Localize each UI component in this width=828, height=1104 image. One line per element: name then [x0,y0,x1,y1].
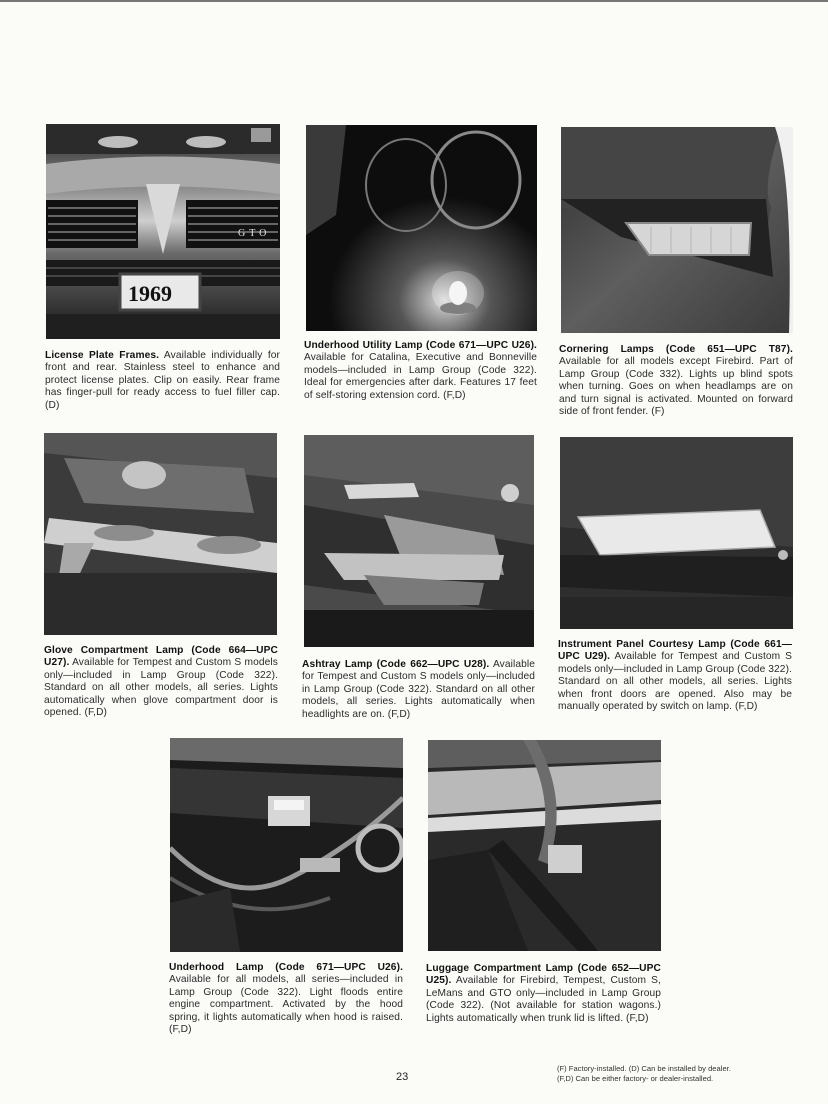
caption-title: Underhood Utility Lamp (Code 671—UPC U26). [304,340,537,351]
photo-ashtray-lamp [304,435,534,647]
caption-title: Instrument Panel Courtesy Lamp (Code 661—UPC U29). [558,639,792,663]
caption-underhood-utility-lamp [304,340,537,402]
caption-ashtray-lamp [302,659,535,721]
caption-body: Available for Catalina, Executive and Bonneville models—included in Lamp Group (Code 322). Ideal for emergencies after dark. Features 17 feet of self-storing extension cord. (F,D) [304,352,537,401]
caption-title: Glove Compartment Lamp (Code 664—UPC U27). [44,645,278,669]
photo-instrument-panel-courtesy-lamp [560,437,793,629]
photo-license-plate-frame [46,124,280,339]
grille-badge-text: GTO [238,228,271,239]
caption-cornering-lamps [559,344,793,418]
caption-glove-compartment-lamp [44,645,278,719]
caption-underhood-lamp [169,962,403,1036]
caption-body: Available for all models except Firebird. Part of Lamp Group (Code 332). Lights up blind spots when turning. Goes on when headlamps are on and turn signal is activated. Mounted on forward side of front fender. (F) [559,356,793,418]
caption-body: Available for Firebird, Tempest, Custom S, LeMans and GTO only—included in Lamp Group (Code 322). (Not available for station wagons.) Lights automatically when trunk lid is lifted. (F,D) [426,975,661,1024]
footnote-line-2: (F,D) Can be either factory- or dealer-installed. [557,1074,714,1083]
photo-glove-compartment-lamp [44,433,277,635]
caption-title: Ashtray Lamp (Code 662—UPC U28). [302,659,490,670]
footnote-line-1: (F) Factory-installed. (D) Can be installed by dealer. [557,1064,731,1073]
caption-title: Underhood Lamp (Code 671—UPC U26). [169,962,403,973]
caption-body: Available for all models, all series—included in Lamp Group (Code 322). Light floods entire engine compartment. Activated by the hood spring, it lights automatically when hood is raised. (F,D) [169,974,403,1036]
caption-title: License Plate Frames. [45,350,160,361]
caption-body: Available for Tempest and Custom S models only—included in Lamp Group (Code 322). Standard on all other models, all series. Lights when front doors are opened. Also may be manually operated by switch on lamp. (F,D) [558,651,792,713]
caption-body: Available for Tempest and Custom S models only—included in Lamp Group (Code 322). Standard on all other models, all series. Lights automatically when glove compartment door is opened. (F,D) [44,657,278,719]
license-plate-text: 1969 [128,281,172,306]
photo-underhood-utility-lamp [306,125,537,331]
caption-license-plate-frames [45,350,280,412]
photo-luggage-compartment-lamp [428,740,661,951]
photo-underhood-lamp [170,738,403,952]
caption-title: Luggage Compartment Lamp (Code 652—UPC U25). [426,963,661,987]
caption-body: Available individually for front and rear. Stainless steel to enhance and protect license plates. Clip on easily. Rear frame has finger-pull for ready access to fuel filler cap. (D) [45,350,281,411]
photo-cornering-lamp [561,127,793,333]
caption-title: Cornering Lamps (Code 651—UPC T87). [559,344,793,355]
caption-body: Available for Tempest and Custom S models only—included in Lamp Group (Code 322). Standard on all other models, all series. Lights automatically when headlights are on. (F,D) [302,659,536,720]
top-edge-line [0,0,828,2]
caption-instrument-panel-courtesy-lamp [558,639,792,713]
installation-footnotes [557,1064,807,1084]
caption-luggage-compartment-lamp [426,963,661,1025]
page-number: 23 [396,1071,409,1083]
